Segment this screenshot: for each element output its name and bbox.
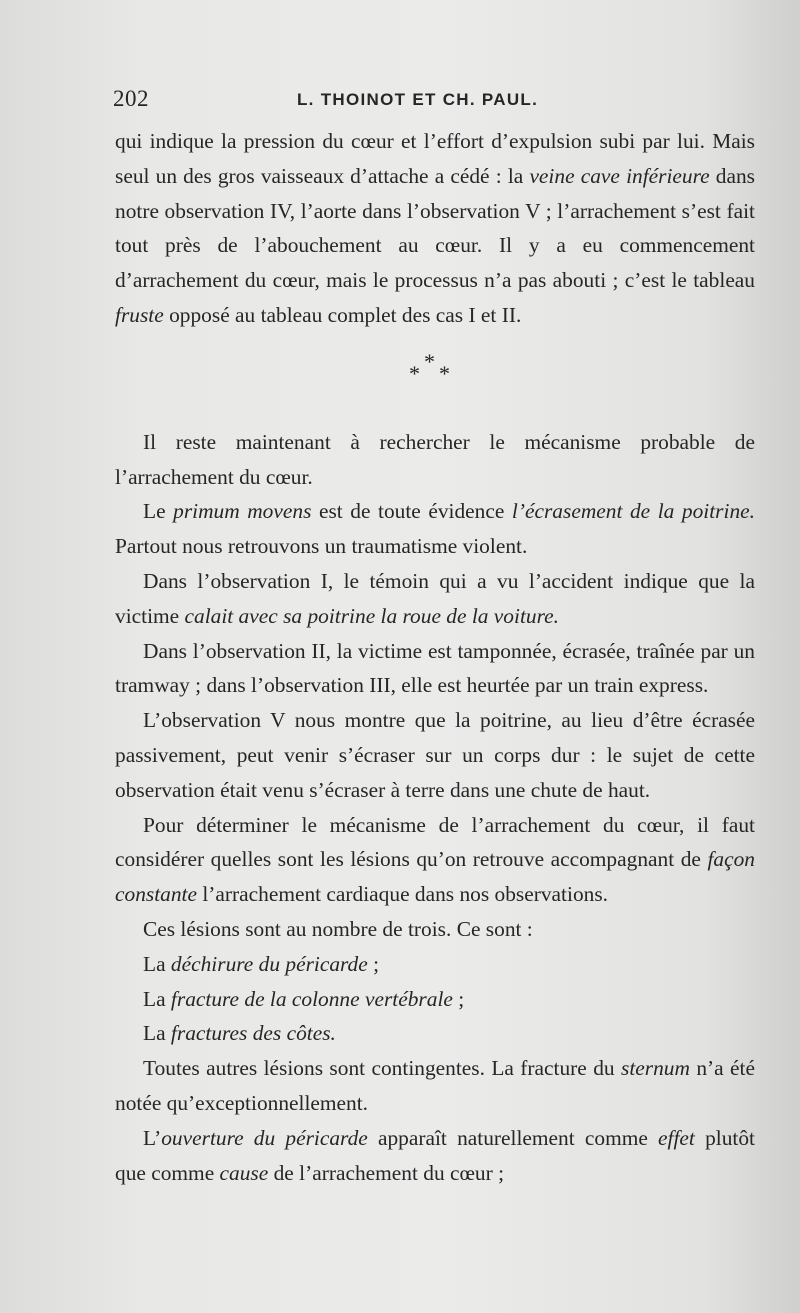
asterism-star: *: [409, 360, 420, 386]
text-run: La: [143, 986, 171, 1011]
asterism-separator: [115, 333, 755, 425]
italic-run: veine cave inférieure: [529, 163, 710, 188]
lesion-list-item: [115, 1016, 755, 1051]
text-run: plutôt que comme: [115, 1125, 755, 1185]
paragraph-1: [115, 124, 755, 333]
page-number: 202: [113, 86, 149, 111]
text-run: opposé au tableau complet des cas I et II.: [163, 302, 522, 327]
lesion-list-item: [115, 982, 755, 1017]
text-run: dans notre observation IV, l’aorte dans l’observation V ; l’arrachement s’est fait tout près de l’abouchement au cœur. Il y a eu commencement d’arrachement du cœur, mais le processus n’a pas abouti ; c’est le tableau: [115, 163, 755, 293]
italic-run: primum movens: [173, 499, 312, 524]
text-run: ;: [367, 951, 380, 976]
asterism-star: *: [424, 348, 435, 374]
italic-run: calait avec sa poitrine la roue de la voiture.: [184, 603, 559, 628]
italic-run: fracture de la colonne vertébrale: [170, 986, 453, 1011]
text-run: Le: [143, 499, 174, 524]
text-run: Dans l’observation I, le témoin qui a vu l’accident indique que la victime: [115, 568, 755, 628]
italic-run: fruste: [115, 302, 164, 327]
text-run: La: [143, 951, 171, 976]
text-run: Partout nous retrouvons un traumatisme violent.: [115, 534, 528, 559]
italic-run: sternum: [621, 1056, 690, 1081]
paragraph-7: [115, 808, 755, 912]
asterism-star: *: [439, 360, 450, 386]
text-run: est de toute évidence: [311, 499, 512, 524]
italic-run: l’écrasement de la poitrine.: [511, 499, 755, 524]
paragraph-4: [115, 564, 755, 634]
paragraph-3: [115, 494, 755, 564]
text-run: de l’arrachement du cœur ;: [268, 1160, 505, 1185]
text-run: n’a été notée qu’exceptionnellement.: [115, 1056, 755, 1115]
text-run: La: [143, 1021, 171, 1046]
paragraph-2: Il reste maintenant à rechercher le mécanisme probable de l’arrachement du cœur.: [115, 429, 755, 489]
text-run: l’arrachement cardiaque dans nos observations.: [196, 882, 609, 907]
header-authors: L. THOINOT ET CH. PAUL.: [297, 90, 539, 109]
running-head: [113, 86, 763, 116]
lesion-list-item: [115, 947, 755, 982]
text-run: L’: [143, 1125, 162, 1150]
italic-run: façon constante: [115, 847, 755, 907]
text-run: Toutes autres lésions sont contingentes. La fracture du: [143, 1056, 621, 1081]
paragraph-6: L’observation V nous montre que la poitrine, au lieu d’être écrasée passivement, peut venir s’écraser sur un corps dur : le sujet de cette observation était venu s’écraser à terre dans une chute de haut.: [115, 708, 755, 802]
italic-run: ouverture du péricarde: [161, 1125, 368, 1150]
italic-run: fractures des côtes.: [170, 1021, 336, 1046]
text-run: ;: [452, 986, 465, 1011]
paragraph-10: [115, 1121, 755, 1191]
italic-run: déchirure du péricarde: [170, 951, 368, 976]
paragraph-5: Dans l’observation II, la victime est tamponnée, écrasée, traînée par un tramway ; dans l’observation III, elle est heurtée par un train express.: [115, 638, 755, 698]
body-text: [115, 124, 755, 1190]
paragraph-8: Ces lésions sont au nombre de trois. Ce sont :: [143, 916, 533, 941]
text-run: apparaît naturellement comme: [367, 1125, 659, 1150]
italic-run: effet: [658, 1125, 695, 1150]
paragraph-9: [115, 1051, 755, 1121]
text-run: Pour déterminer le mécanisme de l’arrachement du cœur, il faut considérer quelles sont les lésions qu’on retrouve accompagnant de: [115, 812, 755, 872]
italic-run: cause: [219, 1160, 269, 1185]
text-run: qui indique la pression du cœur et l’effort d’expulsion subi par lui. Mais seul un des gros vaisseaux d’attache a cédé : la: [115, 129, 755, 188]
